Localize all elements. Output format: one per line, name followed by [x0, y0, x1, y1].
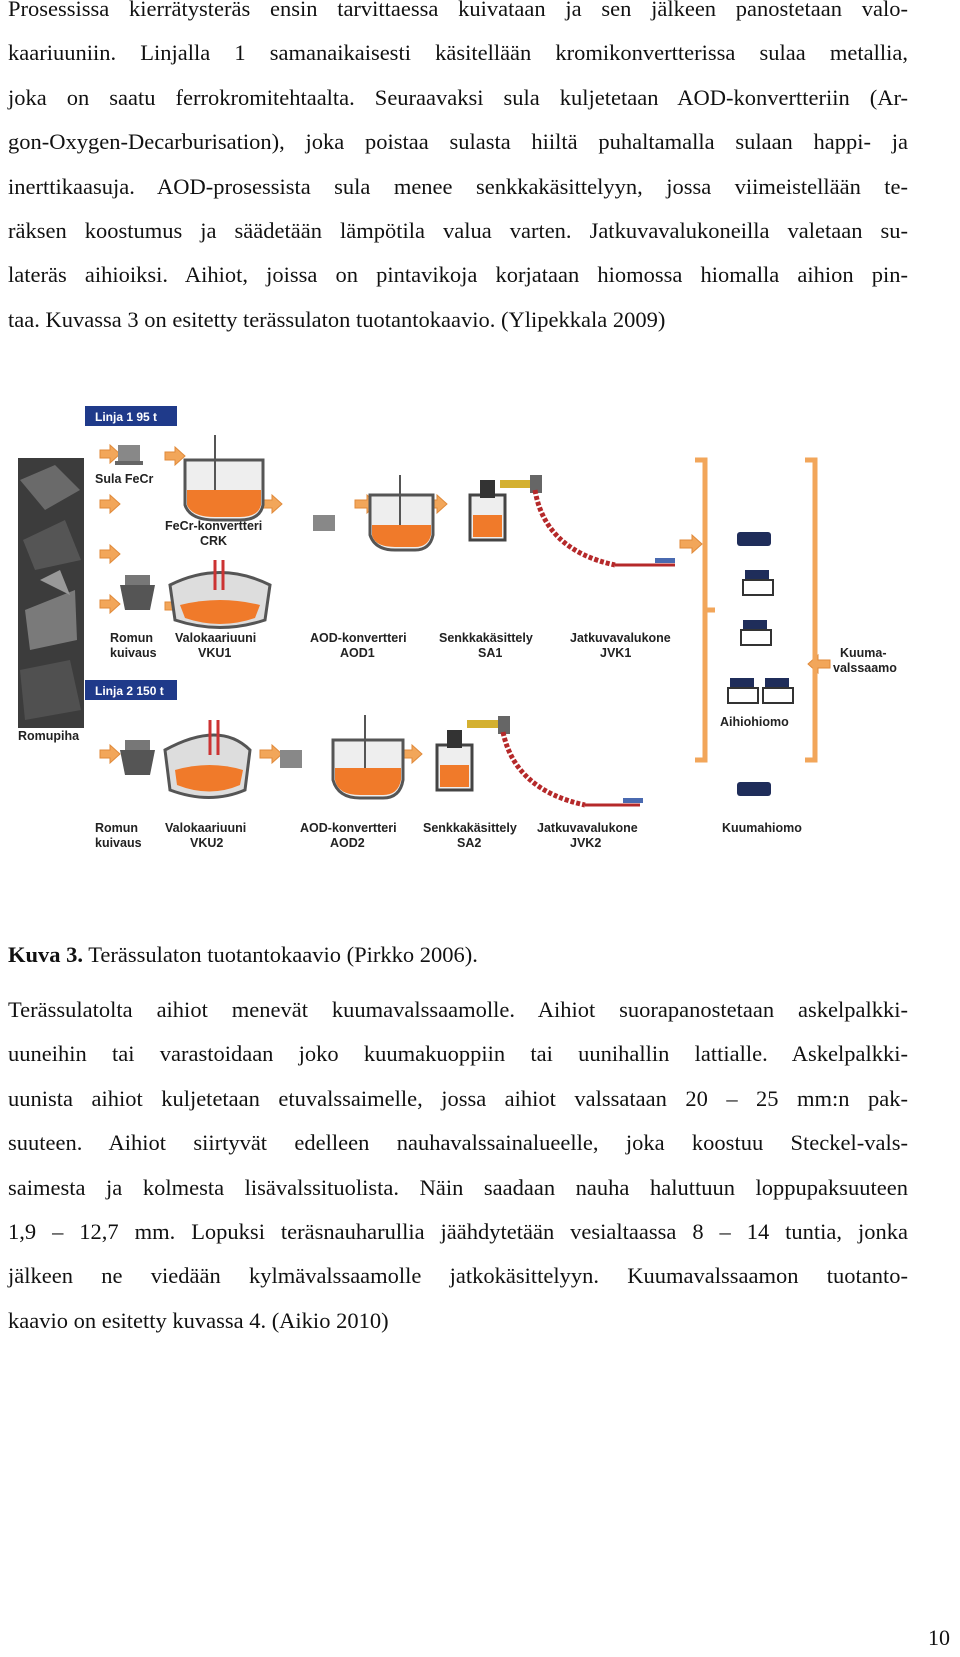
text-line: uunista aihiot kuljetetaan etuvalssaimelle, jossa aihiot valssataan 20 – 25 mm:n pak-	[8, 1085, 908, 1111]
paragraph-1	[8, 0, 908, 342]
label-jvk1-b: JVK1	[600, 646, 632, 660]
aod2-converter	[280, 715, 403, 798]
text-line: Terässulatolta aihiot menevät kuumavalssaamolle. Aihiot suorapanostetaan askelpalkki-	[8, 997, 908, 1022]
label-kuuma-b: valssaamo	[833, 661, 897, 675]
sa2-ladle	[437, 730, 472, 790]
line1-label: Linja 1 95 t	[95, 410, 158, 424]
collector-bracket-2	[805, 460, 815, 760]
label-jvk2-b: JVK2	[570, 836, 602, 850]
aod1-converter	[313, 475, 433, 550]
label-aod1-b: AOD1	[340, 646, 375, 660]
text-line: saimesta ja kolmesta lisävalssituolista. Näin saadaan nauha haluttuun loppupaksuuteen	[8, 1174, 908, 1200]
label-kuumahiomo: Kuumahiomo	[722, 821, 802, 835]
label-sa2-b: SA2	[457, 836, 482, 850]
caption-label: Kuva 3.	[8, 942, 84, 967]
process-flow-diagram	[15, 410, 915, 890]
label-aod2-a: AOD-konvertteri	[300, 821, 397, 835]
collector-bracket	[695, 460, 715, 760]
label-jvk2-a: Jatkuvavalukone	[537, 821, 638, 835]
text-line: joka on saatu ferrokromitehtaalta. Seuraavaksi sula kuljetetaan AOD-konvertteriin (Ar-	[8, 84, 908, 110]
label-jvk1-a: Jatkuvavalukone	[570, 631, 671, 645]
label-vku1-a: Valokaariuuni	[175, 631, 257, 645]
text-line: kaariuuniin. Linjalla 1 samanaikaisesti käsitellään kromikonvertterissa sulaa metallia,	[8, 40, 908, 66]
label-aod1-a: AOD-konvertteri	[310, 631, 407, 645]
caption-text: Terässulaton tuotantokaavio (Pirkko 2006).	[83, 942, 478, 967]
crk-converter	[185, 435, 263, 520]
label-sa1-b: SA1	[478, 646, 503, 660]
text-line: räksen koostumus ja säädetään lämpötila valua varten. Jatkuvavalukoneilla valetaan su-	[8, 218, 908, 244]
label-vku2-a: Valokaariuuni	[165, 821, 247, 835]
text-line: lateräs aihioiksi. Aihiot, joissa on pintavikoja korjataan hiomossa hiomalla aihion pin-	[8, 262, 908, 288]
label-vku1-b: VKU1	[198, 646, 232, 660]
label-crk-2: CRK	[200, 534, 228, 548]
label-romun-kuivaus-2b: kuivaus	[95, 836, 142, 850]
label-sa2-a: Senkkakäsittely	[423, 821, 517, 835]
text-line: 1,9 – 12,7 mm. Lopuksi teräsnauharullia jäähdytetään vesialtaassa 8 – 14 tuntia, jonka	[8, 1219, 908, 1245]
text-line: jälkeen ne viedään kylmävalssaamolle jatkokäsittelyyn. Kuumavalssaamon tuotanto-	[8, 1263, 908, 1289]
label-aod2-b: AOD2	[330, 836, 365, 850]
text-line: kaavio on esitetty kuvassa 4. (Aikio 2010)	[8, 1307, 389, 1333]
paragraph-2	[8, 988, 908, 1343]
jvk1-caster	[500, 475, 675, 565]
label-sa1-a: Senkkakäsittely	[439, 631, 533, 645]
text-line: taa. Kuvassa 3 on esitetty terässulaton tuotantokaavio. (Ylipekkala 2009)	[8, 306, 666, 332]
vku1-furnace	[170, 560, 270, 628]
label-sula-fecr: Sula FeCr	[95, 472, 154, 486]
jvk2-caster	[467, 716, 643, 805]
scrap-bucket-1	[120, 575, 155, 610]
label-romun-kuivaus-1b: kuivaus	[110, 646, 157, 660]
label-romupiha: Romupiha	[18, 729, 80, 743]
figure-caption	[8, 942, 478, 968]
label-romun-kuivaus-1a: Romun	[110, 631, 154, 645]
page-number: 10	[928, 1625, 950, 1650]
fecr-ladle	[115, 445, 143, 465]
grinders	[730, 532, 789, 796]
label-aihiohiomo: Aihiohiomo	[720, 715, 789, 729]
text-line: uuneihin tai varastoidaan joko kuumakuoppiin tai uunihallin lattialle. Askelpalkki-	[8, 1041, 908, 1067]
scrap-bucket-2	[120, 740, 155, 775]
text-line: Prosessissa kierrätysteräs ensin tarvittaessa kuivataan ja sen jälkeen panostetaan valo-	[8, 0, 908, 21]
vku2-furnace	[165, 720, 250, 798]
label-crk-1: FeCr-konvertteri	[165, 519, 263, 533]
scrap-yard-photo	[18, 458, 84, 728]
label-romun-kuivaus-2a: Romun	[95, 821, 139, 835]
line2-label: Linja 2 150 t	[95, 684, 164, 698]
text-line: inerttikaasuja. AOD-prosessista sula menee senkkakäsittelyyn, jossa viimeistellään te-	[8, 173, 908, 199]
text-line: suuteen. Aihiot siirtyvät edelleen nauhavalssainalueelle, joka koostuu Steckel-vals-	[8, 1130, 908, 1156]
label-vku2-b: VKU2	[190, 836, 224, 850]
text-line: gon-Oxygen-Decarburisation), joka poistaa sulasta hiiltä puhaltamalla sulaan happi- ja	[8, 129, 908, 155]
sa1-ladle	[470, 480, 505, 540]
label-kuuma-a: Kuuma-	[840, 646, 887, 660]
